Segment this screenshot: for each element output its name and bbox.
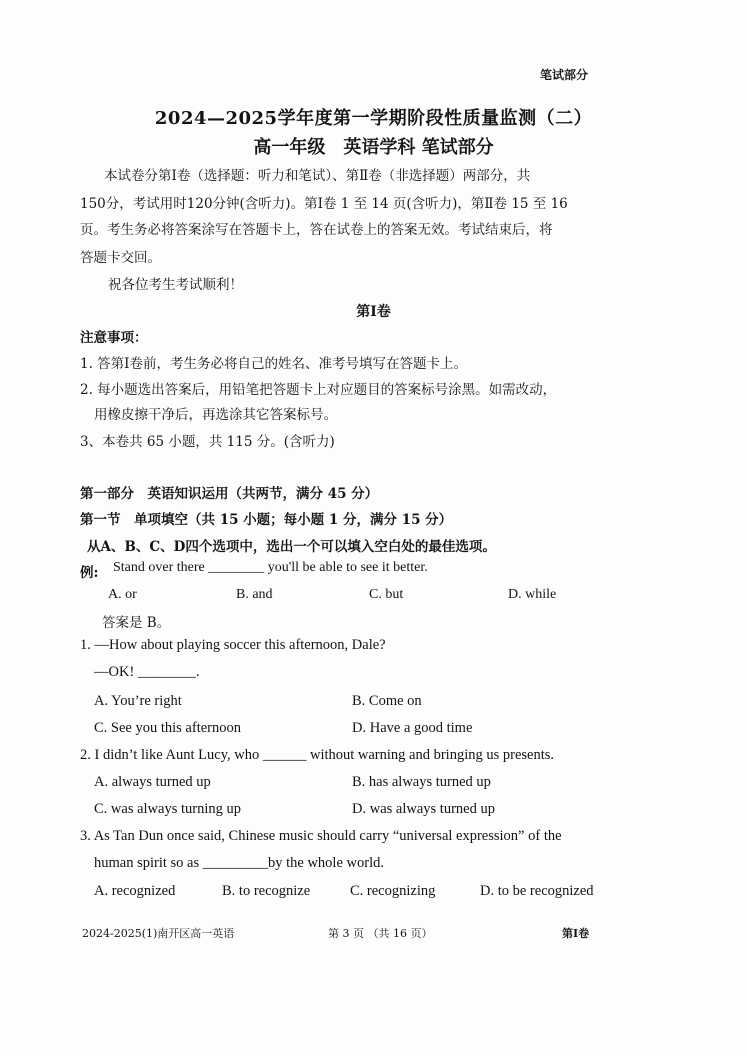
- question-1-option-d: D. Have a good time: [352, 720, 473, 736]
- question-2-option-b: B. has always turned up: [352, 774, 491, 790]
- question-1-stem: 1. —How about playing soccer this afternoon, Dale?: [80, 637, 386, 653]
- question-3-option-a: A. recognized: [94, 883, 176, 899]
- example-option-c: C. but: [369, 587, 404, 602]
- question-1-reply: —OK! ________.: [94, 664, 200, 680]
- intro-line-2: 150分，考试用时120分钟(含听力)。第Ⅰ卷 1 至 14 页(含听力)，第Ⅱ卷 15 至 16: [80, 196, 568, 212]
- example-stem: Stand over there ________ you'll be able to see it better.: [113, 560, 428, 575]
- question-3-option-c: C. recognizing: [350, 883, 436, 899]
- footer-volume-label: 第Ⅰ卷: [562, 927, 590, 940]
- section-title: 第一节 单项填空（共 15 小题；每小题 1 分，满分 15 分）: [80, 512, 453, 528]
- good-luck-line: 祝各位考生考试顺利！: [108, 277, 243, 293]
- question-3-stem: 3. As Tan Dun once said, Chinese music should carry “universal expression” of the: [80, 828, 562, 844]
- example-answer: 答案是 B。: [102, 615, 171, 631]
- footer-page-number: 第 3 页 （共 16 页）: [328, 927, 433, 940]
- example-label: 例:: [80, 565, 99, 581]
- section-instruction: 从A、B、C、D四个选项中，选出一个可以填入空白处的最佳选项。: [87, 539, 496, 555]
- question-2-option-a: A. always turned up: [94, 774, 211, 790]
- intro-line-3: 页。考生务必将答案涂写在答题卡上，答在试卷上的答案无效。考试结束后，将: [80, 222, 553, 238]
- note-item-2-continued: 用橡皮擦干净后，再选涂其它答案标号。: [94, 407, 337, 423]
- question-2-stem: 2. I didn’t like Aunt Lucy, who ______ without warning and bringing us presents.: [80, 747, 555, 763]
- question-3-stem-continued: human spirit so as _________by the whole world.: [94, 855, 384, 871]
- question-2-option-c: C. was always turning up: [94, 801, 241, 817]
- corner-label: 笔试部分: [540, 68, 589, 82]
- note-item-2: 2. 每小题选出答案后，用铅笔把答题卡上对应题目的答案标号涂黑。如需改动，: [80, 382, 557, 398]
- example-option-a: A. or: [108, 587, 137, 602]
- intro-line-1: 本试卷分第Ⅰ卷（选择题：听力和笔试）、第Ⅱ卷（非选择题）两部分，共: [104, 168, 531, 184]
- example-option-b: B. and: [236, 587, 273, 602]
- note-item-3: 3、本卷共 65 小题，共 115 分。(含听力): [80, 434, 335, 450]
- question-3-option-b: B. to recognize: [222, 883, 311, 899]
- question-1-option-c: C. See you this afternoon: [94, 720, 241, 736]
- question-3-option-d: D. to be recognized: [480, 883, 594, 899]
- exam-title: 2024—2025学年度第一学期阶段性质量监测（二）: [154, 108, 593, 129]
- footer-exam-name: 2024-2025(1)南开区高一英语: [82, 927, 235, 940]
- volume-title: 第Ⅰ卷: [356, 304, 391, 320]
- exam-subtitle: 高一年级 英语学科 笔试部分: [253, 137, 494, 158]
- intro-line-4: 答题卡交回。: [80, 250, 161, 266]
- notes-title: 注意事项：: [80, 330, 148, 346]
- example-option-d: D. while: [508, 587, 557, 602]
- part-title: 第一部分 英语知识运用（共两节，满分 45 分）: [80, 486, 379, 502]
- note-item-1: 1. 答第Ⅰ卷前，考生务必将自己的姓名、准考号填写在答题卡上。: [80, 356, 468, 372]
- question-2-option-d: D. was always turned up: [352, 801, 495, 817]
- question-1-option-a: A. You’re right: [94, 693, 182, 709]
- question-1-option-b: B. Come on: [352, 693, 422, 709]
